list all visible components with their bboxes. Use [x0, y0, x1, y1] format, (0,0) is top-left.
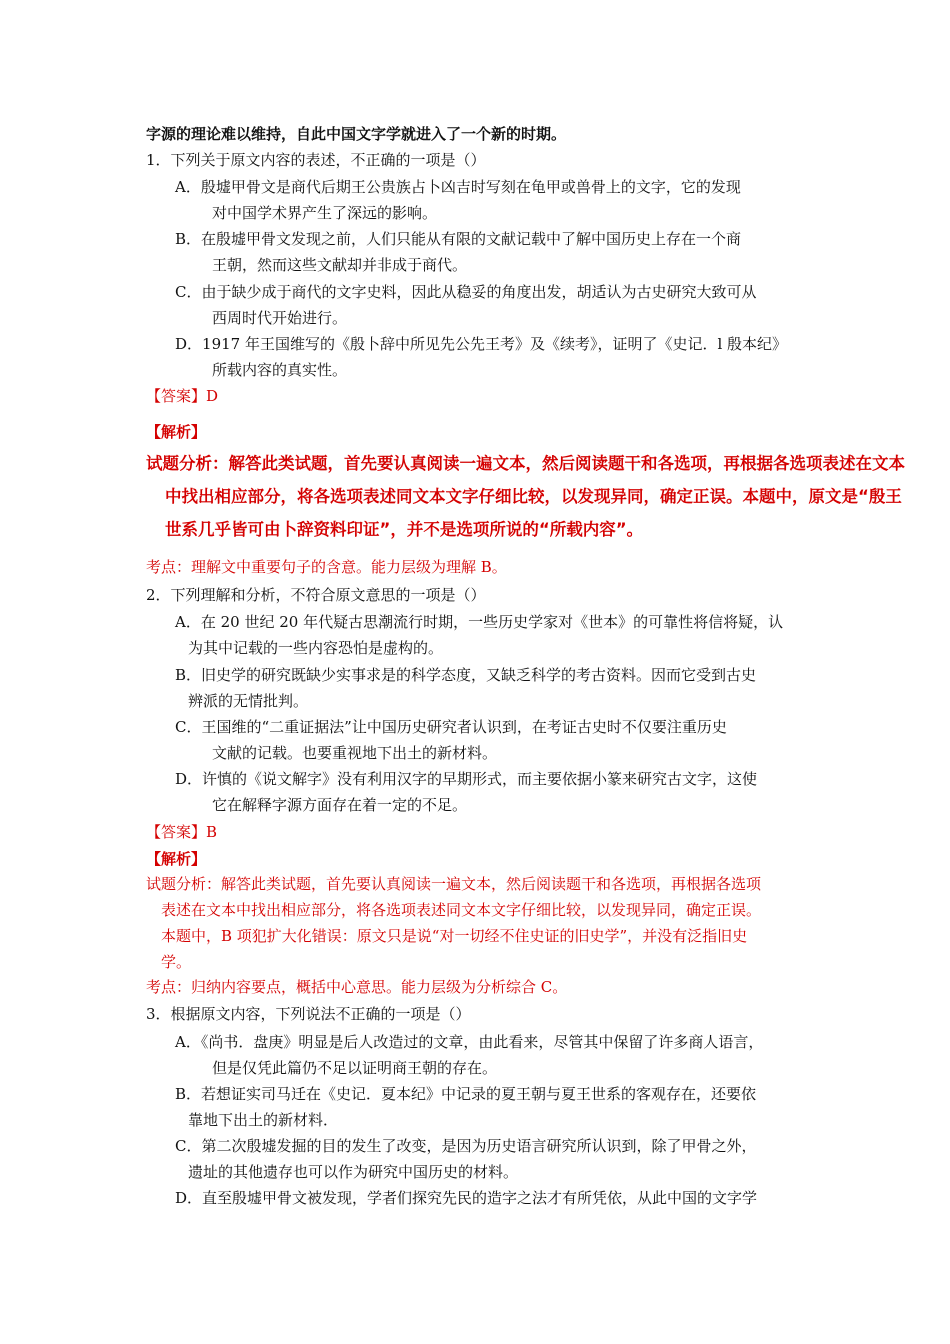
- q3-option-b: B．若想证实司马迁在《史记．夏本纪》中记录的夏王朝与夏王世系的客观存在，还要依: [175, 1085, 757, 1103]
- q1-analysis-line-2: 中找出相应部分，将各选项表述同文本文字仔细比较，以发现异同，确定正误。本题中，原文是“殷王: [165, 487, 902, 506]
- q2-option-b-cont: 辨派的无情批判。: [188, 692, 309, 710]
- q1-answer: 【答案】D: [146, 387, 219, 405]
- q1-option-a-cont: 对中国学术界产生了深远的影响。: [212, 204, 438, 222]
- q2-analysis-line-1: 试题分析：解答此类试题，首先要认真阅读一遍文本，然后阅读题干和各选项，再根据各选项: [146, 875, 762, 893]
- q1-kaodian: 考点：理解文中重要句子的含意。能力层级为理解 B。: [146, 558, 507, 576]
- q1-stem: 1．下列关于原文内容的表述，不正确的一项是（）: [146, 151, 486, 169]
- q2-answer: 【答案】B: [146, 823, 218, 841]
- q1-option-c-cont: 西周时代开始进行。: [212, 309, 348, 327]
- q1-option-a: A．殷墟甲骨文是商代后期王公贵族占卜凶吉时写刻在龟甲或兽骨上的文字，它的发现: [175, 178, 741, 196]
- q2-option-d-cont: 它在解释字源方面存在着一定的不足。: [212, 796, 468, 814]
- q2-option-b: B．旧史学的研究既缺少实事求是的科学态度，又缺乏科学的考古资料。因而它受到古史: [175, 666, 757, 684]
- q2-option-c-cont: 文献的记载。也要重视地下出土的新材料。: [212, 744, 498, 762]
- q3-option-b-cont: 靠地下出土的新材料．: [188, 1111, 339, 1129]
- q1-analysis-line-1: 试题分析：解答此类试题，首先要认真阅读一遍文本，然后阅读题干和各选项，再根据各选项表述在文本: [146, 454, 905, 473]
- intro-line: 字源的理论难以维持，自此中国文字学就进入了一个新的时期。: [146, 125, 567, 143]
- q2-analysis-label: 【解析】: [146, 850, 207, 868]
- q3-option-c-cont: 遗址的其他遗存也可以作为研究中国历史的材料。: [188, 1163, 519, 1181]
- q1-option-b: B．在殷墟甲骨文发现之前，人们只能从有限的文献记载中了解中国历史上存在一个商: [175, 230, 742, 248]
- q1-option-d: D．1917 年王国维写的《殷卜辞中所见先公先王考》及《续考》，证明了《史记．l 殷本纪》: [175, 335, 788, 353]
- q1-option-d-cont: 所载内容的真实性。: [212, 361, 348, 379]
- q3-option-a-cont: 但是仅凭此篇仍不足以证明商王朝的存在。: [212, 1059, 498, 1077]
- q3-option-d: D．直至殷墟甲骨文被发现，学者们探究先民的造字之法才有所凭依，从此中国的文字学: [175, 1189, 758, 1207]
- q2-kaodian: 考点：归纳内容要点，概括中心意思。能力层级为分析综合 C。: [146, 978, 568, 996]
- q2-option-d: D．许慎的《说文解字》没有利用汉字的早期形式，而主要依据小篆来研究古文字，这使: [175, 770, 758, 788]
- q3-option-c: C．第二次殷墟发掘的目的发生了改变，是因为历史语言研究所认识到，除了甲骨之外，: [175, 1137, 757, 1155]
- q1-analysis-line-3: 世系几乎皆可由卜辞资料印证”，并不是选项所说的“所载内容”。: [165, 520, 644, 539]
- q2-analysis-line-3: 本题中，B 项犯扩大化错误：原文只是说“对一切经不住史证的旧史学”，并没有泛指旧史: [161, 927, 748, 945]
- q2-analysis-line-2: 表述在文本中找出相应部分，将各选项表述同文本文字仔细比较，以发现异同，确定正误。: [161, 901, 762, 919]
- q2-option-a-cont: 为其中记载的一些内容恐怕是虚构的。: [188, 639, 444, 657]
- q3-stem: 3．根据原文内容，下列说法不正确的一项是（）: [146, 1005, 471, 1023]
- q2-stem: 2．下列理解和分析，不符合原文意思的一项是（）: [146, 586, 486, 604]
- q2-analysis-line-4: 学。: [161, 953, 192, 971]
- q1-option-b-cont: 王朝，然而这些文献却并非成于商代。: [212, 256, 468, 274]
- q1-analysis-label: 【解析】: [146, 423, 207, 441]
- q3-option-a: A．《尚书．盘庚》明显是后人改造过的文章，由此看来，尽管其中保留了许多商人语言，: [175, 1033, 764, 1051]
- q2-option-c: C．王国维的“二重证据法”让中国历史研究者认识到，在考证古史时不仅要注重历史: [175, 718, 727, 736]
- q1-option-c: C．由于缺少成于商代的文字史料，因此从稳妥的角度出发，胡适认为古史研究大致可从: [175, 283, 757, 301]
- q2-option-a: A．在 20 世纪 20 年代疑古思潮流行时期，一些历史学家对《世本》的可靠性将信将疑，认: [175, 613, 784, 631]
